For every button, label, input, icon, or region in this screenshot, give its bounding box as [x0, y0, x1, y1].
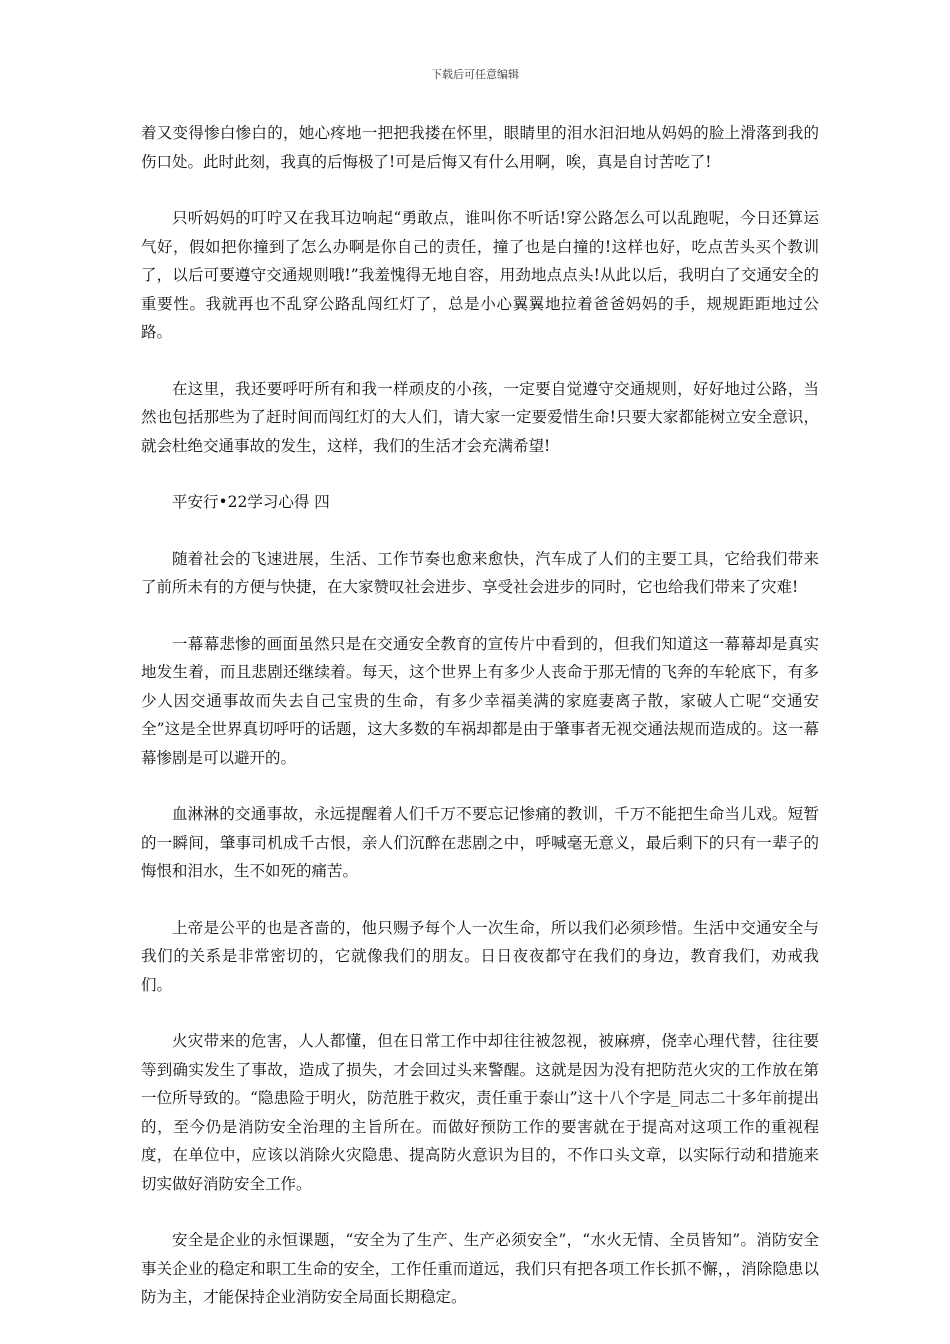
paragraph: 安全是企业的永恒课题，“安全为了生产、生产必须安全”，“水火无情、全员皆知”。消防安全事关企业的稳定和职工生命的安全，工作任重而道远，我们只有把各项工作长抓不懈，，消除隐患以防为主，才能保持企业消防安全局面长期稳定。 — [141, 1231, 819, 1306]
page-header: 下载后可任意编辑 — [431, 68, 519, 81]
paragraph-continued: 着又变得惨白惨白的，她心疼地一把把我搂在怀里，眼睛里的泪水汩汩地从妈妈的脸上滑落到我的伤口处。此时此刻，我真的后悔极了!可是后悔又有什么用啊，唉，真是自讨苦吃了! — [141, 124, 819, 171]
paragraph: 随着社会的飞速进展，生活、工作节奏也愈来愈快，汽车成了人们的主要工具，它给我们带来了前所未有的方便与快捷，在大家赞叹社会进步、享受社会进步的同时，它也给我们带来了灾难! — [141, 549, 819, 596]
paragraph: 只听妈妈的叮咛又在我耳边响起“勇敢点，谁叫你不听话!穿公路怎么可以乱跑呢，今日还算运气好，假如把你撞到了怎么办啊是你自己的责任，撞了也是白撞的!这样也好，吃点苦头买个教训了，以后可要遵守交通规则哦!”我羞愧得无地自容，用劲地点点头!从此以后，我明白了交通安全的重要性。我就再也不乱穿公路乱闯红灯了，总是小心翼翼地拉着爸爸妈妈的手，规规距距地过公路。 — [141, 209, 819, 341]
paragraph: 火灾带来的危害，人人都懂，但在日常工作中却往往被忽视，被麻痹，侥幸心理代替，往往要等到确实发生了事故，造成了损失，才会回过头来警醒。这就是因为没有把防范火灾的工作放在第一位所导致的。“隐患险于明火，防范胜于救灾，责任重于泰山”这十八个字是_同志二十多年前提出的，至今仍是消防安全治理的主旨所在。而做好预防工作的要害就在于提高对这项工作的重视程度，在单位中，应该以消除火灾隐患、提高防火意识为目的，不作口头文章，以实际行动和措施来切实做好消防安全工作。 — [141, 1032, 819, 1193]
document-body — [141, 119, 819, 1340]
paragraph: 在这里，我还要呼吁所有和我一样顽皮的小孩，一定要自觉遵守交通规则，好好地过公路，当然也包括那些为了赶时间而闯红灯的大人们，请大家一定要爱惜生命!只要大家都能树立安全意识，就会杜绝交通事故的发生，这样，我们的生活才会充满希望! — [141, 379, 819, 455]
paragraph: 一幕幕悲惨的画面虽然只是在交通安全教育的宣传片中看到的，但我们知道这一幕幕却是真实地发生着，而且悲剧还继续着。每天，这个世界上有多少人丧命于那无情的飞奔的车轮底下，有多少人因交通事故而失去自己宝贵的生命，有多少幸福美满的家庭妻离子散，家破人亡呢“交通安全”这是全世界真切呼吁的话题，这大多数的车祸却都是由于肇事者无视交通法规而造成的。这一幕幕惨剧是可以避开的。 — [141, 634, 819, 767]
section-heading: 平安行•22学习心得 四 — [172, 493, 330, 511]
paragraph: 血淋淋的交通事故，永远提醒着人们千万不要忘记惨痛的教训，千万不能把生命当儿戏。短暂的一瞬间，肇事司机成千古恨，亲人们沉醉在悲剧之中，呼喊毫无意义，最后剩下的只有一辈子的悔恨和泪水，生不如死的痛苦。 — [141, 805, 819, 880]
paragraph: 上帝是公平的也是吝啬的，他只赐予每个人一次生命，所以我们必须珍惜。生活中交通安全与我们的关系是非常密切的，它就像我们的朋友。日日夜夜都守在我们的身边，教育我们，劝戒我们。 — [141, 918, 819, 994]
